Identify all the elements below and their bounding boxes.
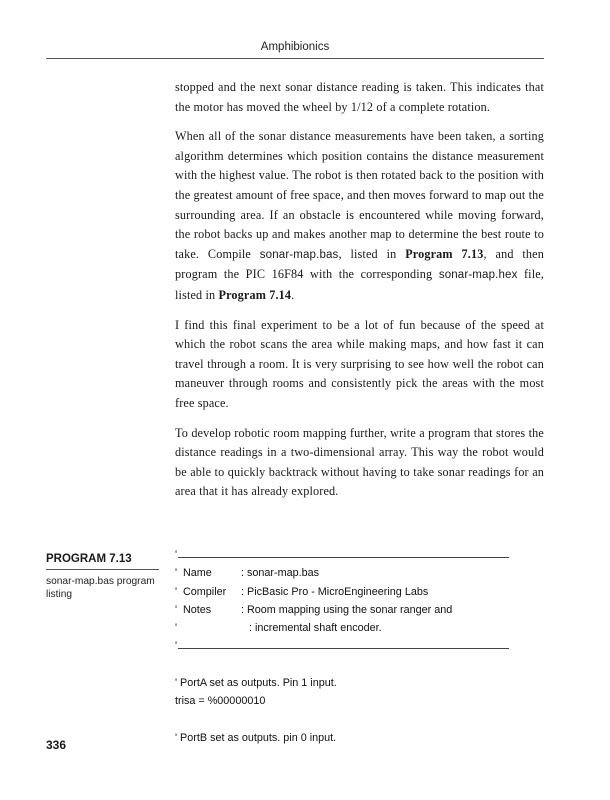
code-tick: ' xyxy=(175,603,178,616)
code-notes-cont-value: : incremental shaft encoder. xyxy=(249,622,382,635)
program-sidebar xyxy=(46,553,159,601)
code-name-label: Name xyxy=(183,567,212,580)
program-ref-7-13: Program 7.13 xyxy=(405,246,484,261)
paragraph-2-text-b: , listed in xyxy=(338,246,406,261)
page-number: 336 xyxy=(46,738,67,752)
program-caption: sonar-map.bas program listing xyxy=(46,576,155,600)
code-blank-line xyxy=(175,711,544,729)
code-compiler-value: : PicBasic Pro - MicroEngineering Labs xyxy=(241,585,429,598)
code-compiler-label: Compiler xyxy=(183,585,227,598)
code-notes-continuation xyxy=(175,619,544,637)
code-tick: ' xyxy=(175,585,178,598)
program-title: PROGRAM 7.13 xyxy=(46,553,159,570)
code-portb-comment: ' PortB set as outputs. pin 0 input. xyxy=(175,731,337,744)
code-name-value: : sonar-map.bas xyxy=(241,567,320,580)
program-ref-7-14: Program 7.14 xyxy=(218,287,292,302)
paragraph-3: I find this final experiment to be a lot of fun because of the speed at which the robot scans the area while making maps, and how fast it can travel through a room. It is very surprising to see how well the robot can maneuver through rooms and consistently pick the areas with the most free space. xyxy=(175,317,544,410)
code-notes-value: : Room mapping using the sonar ranger and xyxy=(241,603,453,616)
code-rule xyxy=(178,640,509,649)
code-tick: ' xyxy=(175,567,178,580)
paragraph-2-text-d: file, listed in xyxy=(175,267,545,302)
paragraph-2-text-e: . xyxy=(291,287,295,302)
code-trisa: trisa = %00000010 xyxy=(175,695,266,708)
code-compiler-line xyxy=(175,583,544,601)
code-rule-top xyxy=(175,546,544,564)
filename-sonar-map-bas: sonar-map.bas xyxy=(259,248,339,261)
paragraph-1: stopped and the next sonar distance reading is taken. This indicates that the motor has moved the wheel by 1/12 of a complete rotation. xyxy=(175,80,544,114)
paragraph-2-text-a: When all of the sonar distance measurements have been taken, a sorting algorithm determines which position contains the distance measurement with the highest value. The robot is then rotated back to the position with the greatest amount of free space, and then moves forward to map out the surrounding area. If an obstacle is encountered while moving forward, the robot backs up and makes another map to determine the best route to take. Compile xyxy=(175,129,544,261)
code-porta-comment: ' PortA set as outputs. Pin 1 input. xyxy=(175,677,337,690)
paragraph-2 xyxy=(175,127,544,305)
header-rule xyxy=(46,58,544,59)
code-tick: ' xyxy=(175,549,178,561)
running-header: Amphibionics xyxy=(260,41,330,53)
paragraph-4: To develop robotic room mapping further, write a program that stores the distance readings in a two-dimensional array. This way the robot would be able to quickly backtrack without having to take sonar readings for an area that it has already explored. xyxy=(175,425,544,499)
code-listing xyxy=(175,546,544,747)
code-notes-line xyxy=(175,601,544,619)
filename-sonar-map-hex: sonar-map.hex xyxy=(438,269,518,282)
code-notes-label: Notes xyxy=(183,603,212,616)
code-rule-bottom xyxy=(175,637,544,655)
code-rule xyxy=(178,549,509,558)
body-text xyxy=(175,78,544,512)
code-tick: ' xyxy=(175,640,178,653)
code-tick: ' xyxy=(175,622,178,635)
code-blank-line xyxy=(175,656,544,674)
paragraph-2-text-c: , and then program the PIC 16F84 with the corresponding xyxy=(175,246,544,282)
code-name-line xyxy=(175,564,544,582)
